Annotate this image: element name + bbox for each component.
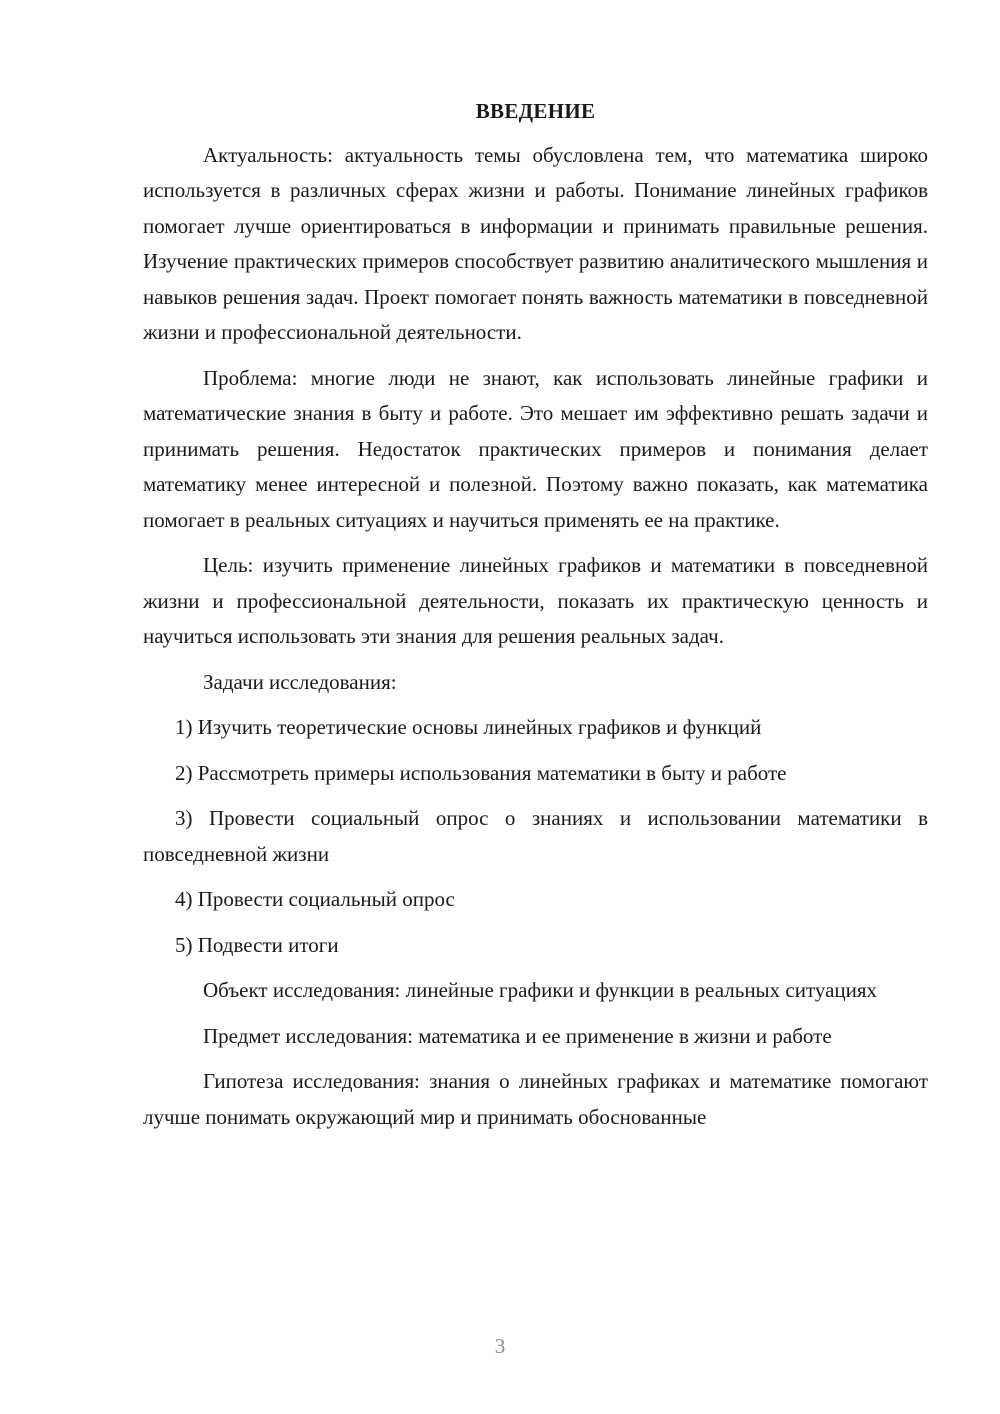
task-item-5: 5) Подвести итоги — [175, 932, 339, 957]
task-item-1: 1) Изучить теоретические основы линейных графиков и функций — [175, 715, 762, 739]
paragraph-tasks-heading: Задачи исследования: — [203, 669, 397, 694]
paragraph-goal: Цель: изучить применение линейных графиков и математики в повседневной жизни и профессиональной деятельности, показать их практическую ценность и научиться использовать эти знания для решения реальных задач. — [143, 553, 928, 648]
task-item-4: 4) Провести социальный опрос — [175, 887, 455, 911]
paragraph-subject: Предмет исследования: математика и ее применение в жизни и работе — [203, 1023, 832, 1048]
page-title: ВВЕДЕНИЕ — [475, 99, 596, 123]
task-item-3: 3) Провести социальный опрос о знаниях и использовании математики в повседневной жизни — [143, 806, 928, 866]
page-number: 3 — [494, 1334, 506, 1358]
paragraph-object: Объект исследования: линейные графики и функции в реальных ситуациях — [203, 978, 878, 1002]
paragraph-problem: Проблема: многие люди не знают, как использовать линейные графики и математические знания в быту и работе. Это мешает им эффективно решать задачи и принимать решения. Недостаток практических примеров и понимания делает математику менее интересной и полезной. Поэтому важно показать, как математика помогает в реальных ситуациях и научиться применять ее на практике. — [143, 365, 928, 532]
task-item-2: 2) Рассмотреть примеры использования математики в быту и работе — [175, 760, 787, 785]
document-page — [143, 94, 928, 1145]
paragraph-relevance: Актуальность: актуальность темы обусловлена тем, что математика широко используется в различных сферах жизни и работы. Понимание линейных графиков помогает лучше ориентироваться в информации и принимать правильные решения. Изучение практических примеров способствует развитию аналитического мышления и навыков решения задач. Проект помогает понять важность математики в повседневной жизни и профессиональной деятельности. — [143, 142, 928, 344]
paragraph-hypothesis: Гипотеза исследования: знания о линейных графиках и математике помогают лучше понимать окружающий мир и принимать обоснованные — [143, 1069, 928, 1129]
